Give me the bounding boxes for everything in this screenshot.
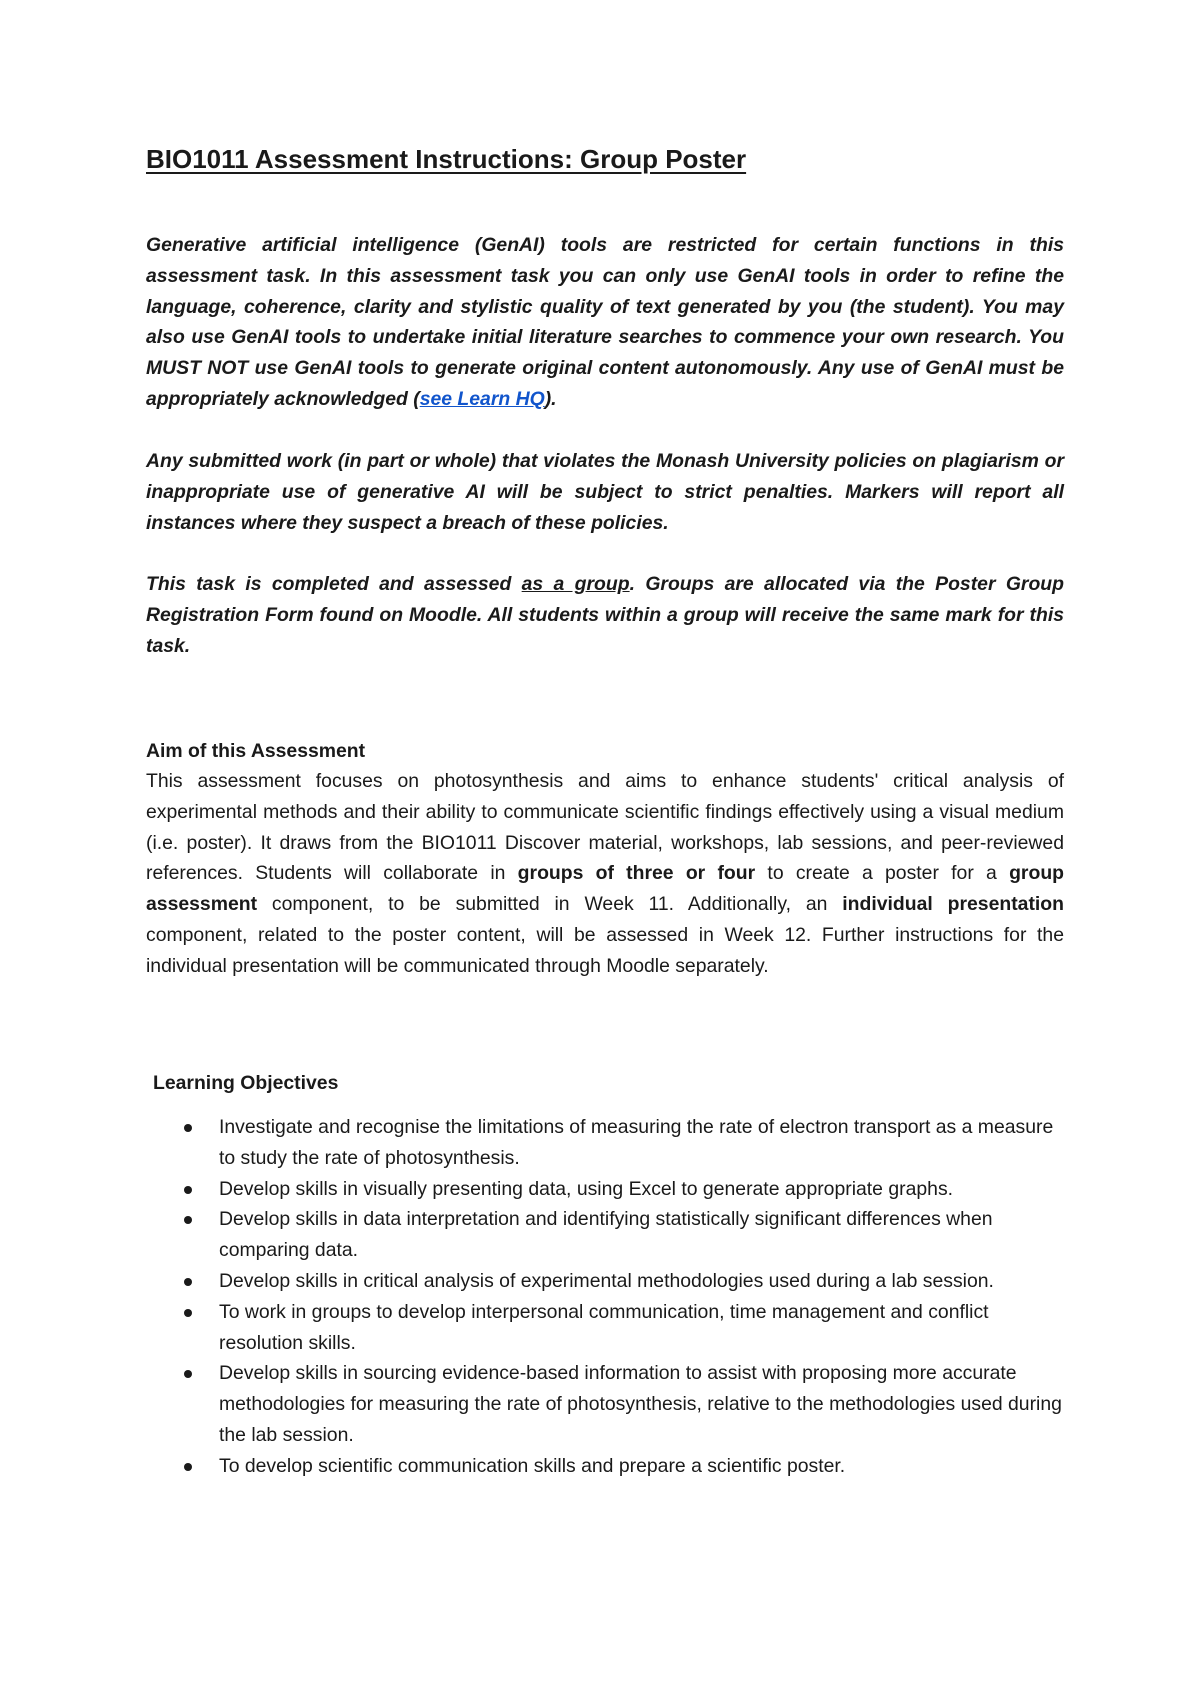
bullet-icon — [184, 1309, 192, 1317]
bullet-icon — [184, 1124, 192, 1132]
document-title: BIO1011 Assessment Instructions: Group Poster — [146, 144, 747, 174]
group-notice-part2: . Groups are allocated via the Poster Group Registration Form found on Moodle. All students within a group will receive the same mark for this task. — [146, 573, 1064, 657]
aim-bold-group-assessment: group assessment — [146, 862, 1065, 916]
objective-text: Develop skills in visually presenting data, using Excel to generate appropriate graphs. — [219, 1177, 954, 1200]
list-item — [176, 1174, 1064, 1205]
aim-paragraph — [146, 766, 1064, 982]
group-notice — [146, 569, 1064, 661]
list-item — [176, 1297, 1064, 1359]
list-item — [176, 1266, 1064, 1297]
bullet-icon — [184, 1463, 192, 1471]
group-notice-part1: This task is completed and assessed — [146, 573, 522, 595]
list-item — [176, 1451, 1064, 1482]
objective-text: To develop scientific communication skills and prepare a scientific poster. — [219, 1454, 846, 1477]
aim-text-1: This assessment focuses on photosynthesis and aims to enhance students' critical analysis of experimental methods and their ability to communicate scientific findings effectively using a visual medium (i.e. poster). It draws from the BIO1011 Discover material, workshops, lab sessions, and peer-reviewed references. Students will collaborate in — [146, 770, 1064, 885]
bullet-icon — [184, 1216, 192, 1224]
aim-text-2: to create a poster for a — [755, 862, 1010, 885]
learning-objectives-heading: Learning Objectives — [153, 1072, 339, 1094]
aim-bold-individual-presentation: individual presentation — [842, 893, 1064, 916]
list-item — [176, 1204, 1064, 1266]
bullet-icon — [184, 1278, 192, 1286]
list-item — [176, 1112, 1064, 1174]
aim-heading: Aim of this Assessment — [146, 740, 366, 762]
policy-notice: Any submitted work (in part or whole) that violates the Monash University policies on plagiarism or inappropriate use of generative AI will be subject to strict penalties. Markers will report all instances where they suspect a breach of these policies. — [146, 450, 1064, 534]
genai-notice-text: Generative artificial intelligence (GenAI) tools are restricted for certain functions in this assessment task. In this assessment task you can only use GenAI tools in order to refine the language, coherence, clarity and stylistic quality of text generated by you (the student). You may also use GenAI tools to undertake initial literature searches to commence your own research. You MUST NOT use GenAI tools to generate original content autonomously. Any use of GenAI must be appropriately acknowledged ( — [146, 234, 1064, 410]
learn-hq-link[interactable]: see Learn HQ — [419, 387, 545, 410]
genai-notice-end: ). — [544, 387, 557, 410]
bullet-icon — [184, 1186, 192, 1194]
aim-bold-groups: groups of three or four — [517, 862, 756, 885]
learning-objectives-list — [176, 1112, 1064, 1482]
objective-text: Develop skills in data interpretation and identifying statistically significant differences when comparing data. — [219, 1208, 993, 1262]
list-item — [176, 1358, 1064, 1450]
objective-text: Develop skills in sourcing evidence-based information to assist with proposing more accurate methodologies for measuring the rate of photosynthesis, relative to the methodologies used during the lab session. — [219, 1362, 1062, 1446]
aim-text-3: component, to be submitted in Week 11. Additionally, an — [257, 893, 843, 916]
genai-notice — [146, 230, 1064, 415]
aim-text-4: component, related to the poster content, will be assessed in Week 12. Further instructions for the individual presentation will be communicated through Moodle separately. — [146, 923, 1064, 977]
objective-text: Develop skills in critical analysis of experimental methodologies used during a lab session. — [219, 1269, 994, 1292]
group-notice-underlined: as a group — [521, 573, 630, 595]
objective-text: Investigate and recognise the limitations of measuring the rate of electron transport as a measure to study the rate of photosynthesis. — [219, 1116, 1054, 1169]
objective-text: To work in groups to develop interpersonal communication, time management and conflict resolution skills. — [219, 1300, 989, 1354]
bullet-icon — [184, 1370, 192, 1378]
